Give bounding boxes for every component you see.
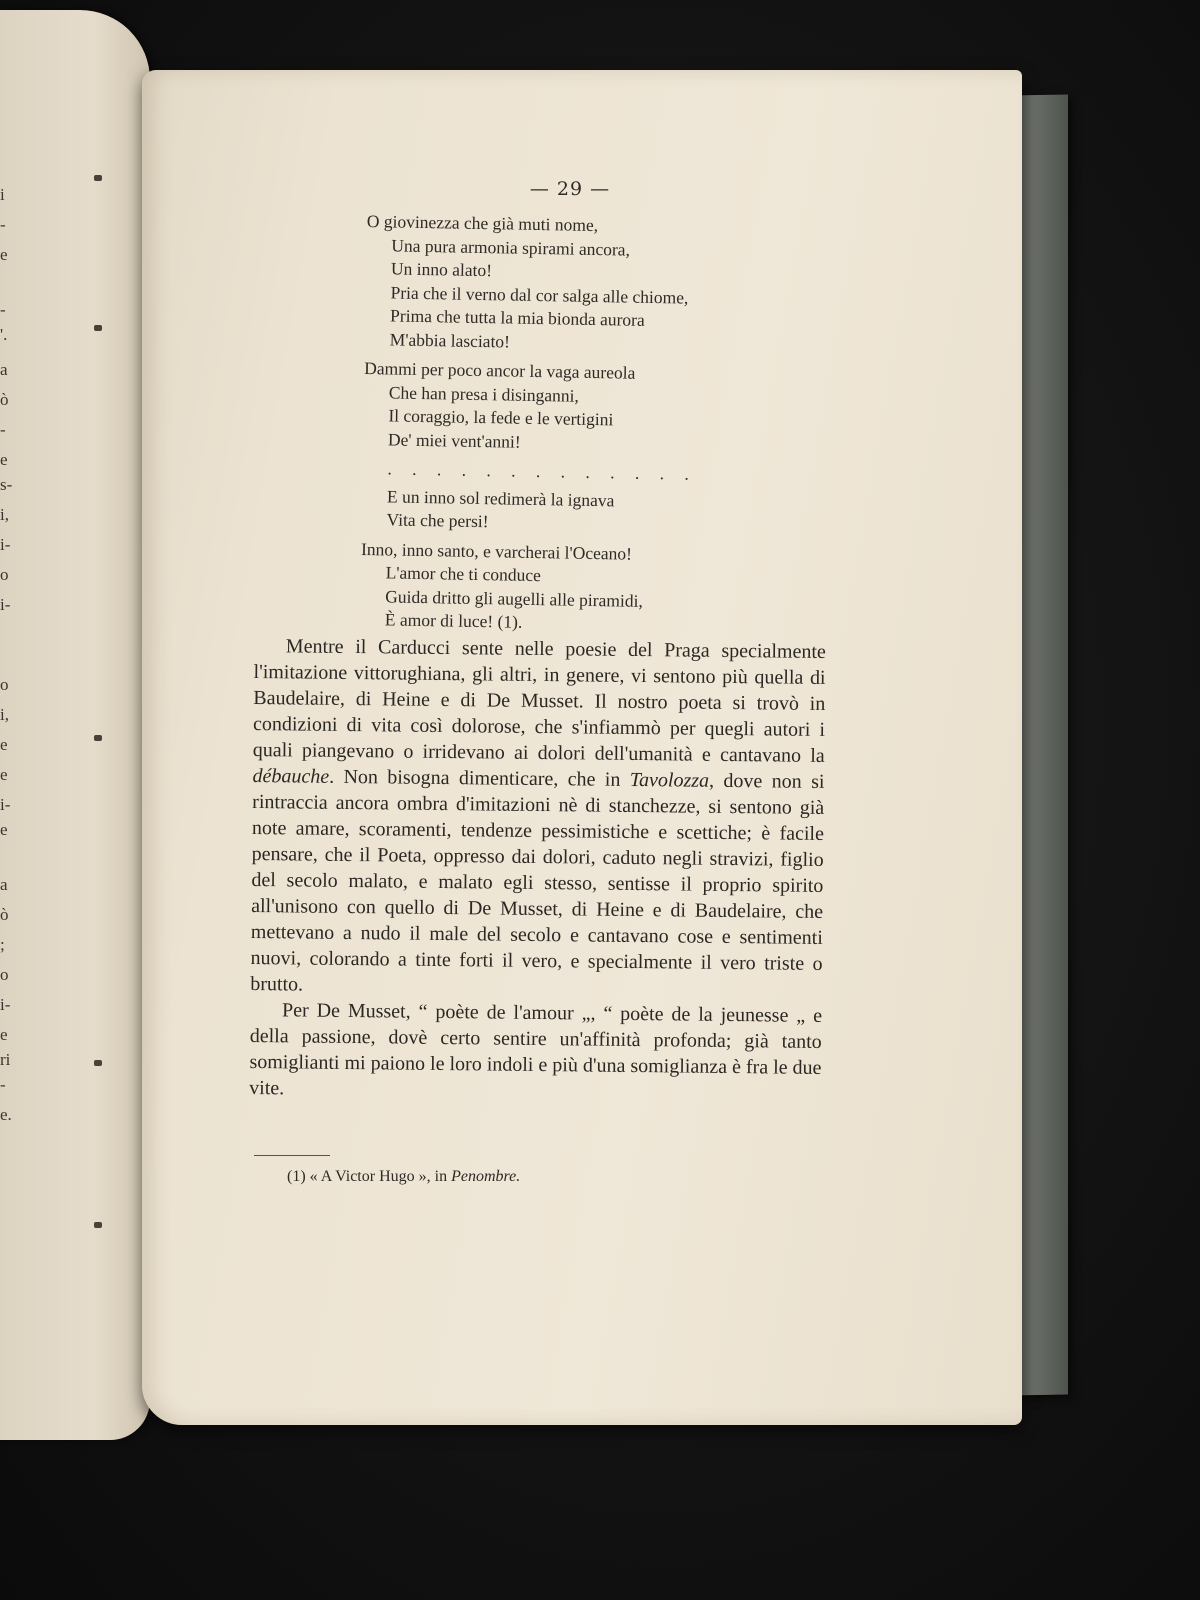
footnote [287, 1168, 707, 1186]
left-page-fragment: o [0, 965, 9, 984]
left-page-fragment: i- [0, 995, 11, 1014]
left-page-fragment: i- [0, 795, 11, 814]
left-page-fragment: a [0, 875, 8, 894]
poem-line: O giovinezza che già muti nome, [366, 210, 599, 236]
paragraph [250, 633, 826, 1003]
poem-line: Prima che tutta la mia bionda aurora [389, 305, 645, 330]
binding-stitch [94, 735, 102, 741]
left-page-fragment: i- [0, 595, 11, 614]
left-page-fragment: e [0, 765, 8, 784]
left-page-fragment: i [0, 185, 5, 204]
left-page-fragment: i, [0, 705, 9, 724]
poem-line: Vita che persi! [386, 509, 489, 532]
poem-line: Che han presa i disinganni, [388, 381, 580, 406]
left-page-fragment: o [0, 565, 9, 584]
left-page-fragment: s- [0, 475, 13, 494]
paragraph-text: , dove non si rintraccia ancora ombra d'imitazioni nè di stanchezze, si sentono già note amare, scoramenti, tendenze pessimistiche e scettiche; è facile pensare, che il Poeta, oppresso dai dolori, caduto negli stravizi, figlio del secolo malato, e malato egli stesso, sentisse il proprio spirito all'unisono con quello di De Musset, di Heine e di Baudelaire, che mettevano a nudo il male del secolo e cantavano cose e sentimenti nuovi, colorando a tinte forti il vero, e specialmente il vero triste o brutto. [250, 769, 825, 996]
left-page-fragment: ; [0, 935, 5, 954]
binding-stitch [94, 1222, 102, 1228]
left-page-fragment: ò [0, 905, 9, 924]
poem-line: Inno, inno santo, e varcherai l'Oceano! [360, 538, 633, 564]
poem [360, 210, 787, 645]
footnote-rule [254, 1155, 330, 1156]
left-page-fragment: '. [0, 325, 8, 344]
page-number: — 29 — [529, 178, 611, 200]
italic-title: Tavolozza [629, 768, 710, 792]
left-page-fragment: - [0, 420, 6, 439]
left-page-fragment: ò [0, 390, 9, 409]
left-page-fragment: i- [0, 535, 11, 554]
left-page-fragment: ri [0, 1050, 11, 1069]
footnote-italic: Penombre. [451, 1168, 521, 1185]
poem-line: Guida dritto gli augelli alle piramidi, [385, 585, 643, 611]
left-page-fragment: a [0, 360, 8, 379]
poem-line: L'amor che ti conduce [385, 562, 542, 586]
left-page-fragment: o [0, 675, 9, 694]
poem-line: Una pura armonia spirami ancora, [391, 234, 631, 260]
poem-line: È amor di luce! (1). [384, 609, 523, 632]
poem-stanza [365, 210, 787, 358]
poem-line: Un inno alato! [390, 258, 493, 281]
book-page [142, 70, 1022, 1425]
left-page-fragment: i, [0, 505, 9, 524]
poem-ellipsis: . . . . . . . . . . . . . [387, 458, 697, 484]
paragraph-text: Mentre il Carducci sente nelle poesie del Praga specialmente l'imitazione vittorughiana, gli altri, in genere, vi sentono più quella di Baudelaire, di Heine e di De Musset. Il nostro poeta si trovò in condizioni di vita così dolorose, che s'infiammò per quegli autori i quali piangevano o irridevano ai dolori dell'umanità e cantavano la [252, 635, 826, 767]
poem-line: Pria che il verno dal cor salga alle chiome, [390, 281, 689, 308]
left-page-fragment: e [0, 450, 8, 469]
poem-line: Il coraggio, la fede e le vertigini [388, 405, 614, 430]
binding-stitch [94, 1060, 102, 1066]
footnote-text: (1) « A Victor Hugo », in [287, 1168, 452, 1185]
poem-line: Dammi per poco ancor la vaga aureola [364, 357, 636, 383]
left-page-fragment: e [0, 820, 8, 839]
italic-term: débauche [252, 764, 330, 788]
poem-stanza [363, 357, 785, 458]
paragraph-text: . Non bisogna dimenticare, che in [329, 765, 630, 791]
poem-stanza [361, 457, 782, 539]
left-page-fragment: - [0, 1075, 6, 1094]
left-page-fragment: e [0, 735, 8, 754]
poem-line: E un inno sol redimerà la ignava [386, 485, 615, 510]
left-page-fragment: e [0, 245, 8, 264]
binding-stitch [94, 175, 102, 181]
body-text [249, 633, 826, 1107]
left-page [0, 10, 150, 1440]
binding-stitch [94, 325, 102, 331]
poem-stanza [360, 537, 782, 638]
left-page-fragment: - [0, 300, 6, 319]
left-page-fragment: e. [0, 1105, 12, 1124]
poem-line: De' miei vent'anni! [387, 428, 521, 452]
left-page-fragment: e [0, 1025, 8, 1044]
left-page-fragment: - [0, 215, 6, 234]
poem-line: M'abbia lasciato! [389, 328, 511, 352]
paragraph: Per De Musset, “ poète de l'amour „, “ poète de la jeunesse „ e della passione, dovè certo sentire un'affinità profonda; già tanto somiglianti mi paiono le loro indoli e più d'una somiglianza è fra le due vite. [249, 999, 823, 1100]
